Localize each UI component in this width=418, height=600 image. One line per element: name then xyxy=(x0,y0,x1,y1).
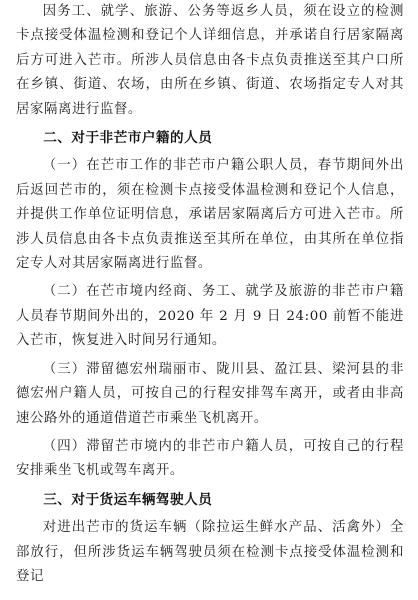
paragraph-stranded-in-dehong: （三）滞留德宏州瑞丽市、陇川县、盈江县、梁河县的非德宏州户籍人员，可按自己的行程安排驾车离开，或者由非高速公路外的通道借道芒市乘坐飞机离开。 xyxy=(16,361,404,426)
paragraph-stranded-in-mangshi: （四）滞留芒市境内的非芒市户籍人员，可按自己的行程安排乘坐飞机或驾车离开。 xyxy=(16,438,404,479)
paragraph-public-servants: （一）在芒市工作的非芒市户籍公职人员，春节期间外出后返回芒市的，须在检测卡点接受体温检测和登记个人信息，并提供工作单位证明信息，承诺居家隔离后方可进入芒市。所涉人员信息由各卡点负责推送至其所在单位，由其所在单位指定专人对其居家隔离进行监督。 xyxy=(16,158,404,272)
paragraph-business-travelers: （二）在芒市境内经商、务工、就学及旅游的非芒市户籍人员春节期间外出的，2020 年 2 月 9 日 24:00 前暂不能进入芒市，恢复进入时间另行通知。 xyxy=(16,284,404,349)
section-heading-freight-drivers: 三、对于货运车辆驾驶人员 xyxy=(43,491,213,508)
paragraph-freight-vehicles: 对进出芒市的货运车辆（除拉运生鲜水产品、活禽外）全部放行，但所涉货运车辆驾驶员须在检测卡点接受体温检测和登记 xyxy=(16,520,404,584)
paragraph-returning-residents: 因务工、就学、旅游、公务等返乡人员，须在设立的检测卡点接受体温检测和登记个人详细信息，并承诺自行居家隔离后方可进入芒市。所涉人员信息由各卡点负责推送至其户口所在乡镇、街道、农场，由所在乡镇、街道、农场指定专人对其居家隔离进行监督。 xyxy=(16,4,404,117)
section-heading-non-mangshi-residents: 二、对于非芒市户籍的人员 xyxy=(43,130,213,147)
